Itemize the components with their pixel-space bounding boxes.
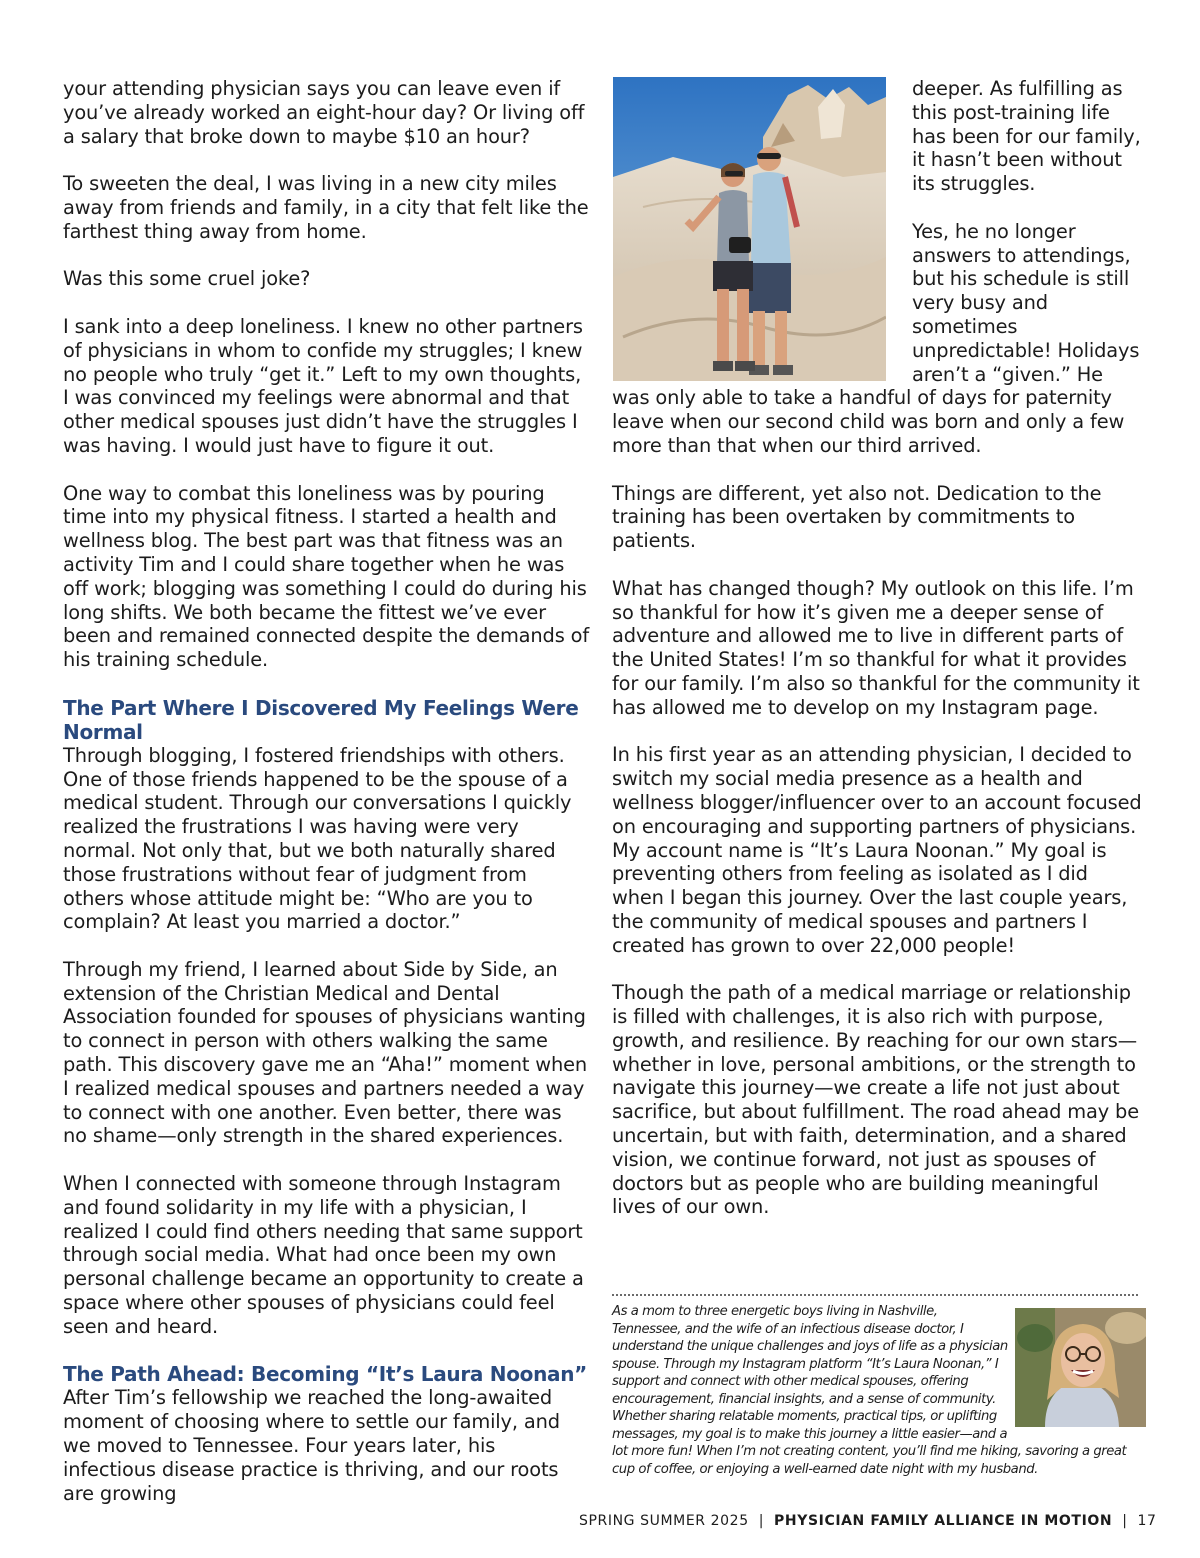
page-number: 17 — [1137, 1513, 1157, 1529]
publication-title: PHYSICIAN FAMILY ALLIANCE IN MOTION — [774, 1513, 1113, 1529]
paragraph: In his first year as an attending physician, I decided to switch my social media presence as a health and wellness blogger/influencer over to an account focused on encouraging and supporting partners of physicians. My account name is “It’s Laura Noonan.” My goal is preventing others from feeling as isolated as I did when I began this journey. Over the last couple years, the community of medical spouses and partners I created has grown to over 22,000 people! — [612, 743, 1142, 957]
paragraph: Things are different, yet also not. Dedication to the training has been overtaken by commitments to patients. — [612, 481, 1102, 553]
footer-separator: | — [1122, 1513, 1128, 1529]
footer-separator: | — [758, 1513, 765, 1529]
paragraph: Yes, he no longer answers to attendings, but his schedule is still very busy and sometimes unpredictable! Holidays aren’t a “given.” He was only able to take a handful of days for paternity leave when our second child was born and only a few more than that when our third arrived. — [612, 219, 1140, 457]
section-heading: The Path Ahead: Becoming “It’s Laura Noonan” — [63, 1362, 588, 1387]
paragraph: your attending physician says you can leave even if you’ve already worked an eight-hour day? Or living off a salary that broke down to maybe $10 an hour? — [63, 77, 585, 148]
bio-divider — [612, 1294, 1138, 1296]
paragraph: After Tim’s fellowship we reached the long-awaited moment of choosing where to settle our family, and we moved to Tennessee. Four years later, his infectious disease practice is thriving, and our roots are growing — [63, 1386, 560, 1505]
author-bio-text: As a mom to three energetic boys living in Nashville, Tennessee, and the wife of an infectious disease doctor, I understand the unique challenges and joys of life as a physician spouse. Through my Instagram platform “It’s Laura Noonan,” I support and connect with other medical spouses, offering encouragement, financial insights, and a sense of community. Whether sharing relatable moments, practical tips, or uplifting messages, my goal is to make this journey a little easier—and a lot more fun! When I’m not creating content, you’ll find me hiking, savoring a great cup of coffee, or enjoying a well-earned date night with my husband. — [612, 1304, 1127, 1477]
paragraph: One way to combat this loneliness was by pouring time into my physical fitness. I started a health and wellness blog. The best part was that fitness was an activity Tim and I could share together when he was off work; blogging was something I could do during his long shifts. We both became the fittest we’ve ever been and remained connected despite the demands of his training schedule. — [63, 481, 590, 672]
author-bio — [612, 1303, 1142, 1478]
paragraph: When I connected with someone through Instagram and found solidarity in my life with a physician, I realized I could find others needing that same support through social media. What had once been my own personal challenge became an opportunity to create a space where other spouses of physicians could feel seen and heard. — [63, 1172, 584, 1338]
page-footer — [579, 1513, 1157, 1529]
paragraph: Was this some cruel joke? — [63, 267, 311, 291]
author-avatar — [1015, 1308, 1146, 1427]
paragraph: deeper. As fulfilling as this post-training life has been for our family, it hasn’t been without its struggles. — [912, 77, 1141, 196]
section-heading: The Part Where I Discovered My Feelings Were Normal — [63, 695, 579, 744]
right-column — [612, 77, 1144, 1219]
paragraph: To sweeten the deal, I was living in a new city miles away from friends and family, in a city that felt like the farthest thing away from home. — [63, 172, 589, 243]
paragraph: Through blogging, I fostered friendships with others. One of those friends happened to be the spouse of a medical student. Through our conversations I quickly realized the frustrations I was having were very normal. Not only that, but we both naturally shared those frustrations without fear of judgment from others whose attitude might be: “Who are you to complain? At least you married a doctor.” — [63, 743, 572, 934]
couple-hiking-photo — [613, 77, 886, 381]
paragraph: Through my friend, I learned about Side by Side, an extension of the Christian Medical and Dental Association founded for spouses of physicians wanting to connect in person with others walking the same path. This discovery gave me an “Aha!” moment when I realized medical spouses and partners needed a way to connect with one another. Even better, there was no shame—only strength in the shared experiences. — [63, 957, 588, 1148]
paragraph: What has changed though? My outlook on this life. I’m so thankful for how it’s given me a deeper sense of adventure and allowed me to live in different parts of the United States! I’m so thankful for what it provides for our family. I’m also so thankful for the community it has allowed me to develop on my Instagram page. — [612, 576, 1140, 719]
issue-label: SPRING SUMMER 2025 — [579, 1513, 749, 1529]
left-column — [63, 77, 591, 1505]
paragraph: I sank into a deep loneliness. I knew no other partners of physicians in whom to confide my struggles; I knew no people who truly “get it.” Left to my own thoughts, I was convinced my feelings were abnormal and that other medical spouses just didn’t have the struggles I was having. I would just have to figure it out. — [63, 314, 583, 457]
paragraph: Though the path of a medical marriage or relationship is filled with challenges, it is also rich with purpose, growth, and resilience. By reaching for our own stars—whether in love, personal ambitions, or the strength to navigate this journey—we create a life not just about sacrifice, but about fulfillment. The road ahead may be uncertain, but with faith, determination, and a shared vision, we continue forward, not just as spouses of doctors but as people who are building meaningful lives of our own. — [612, 981, 1139, 1219]
